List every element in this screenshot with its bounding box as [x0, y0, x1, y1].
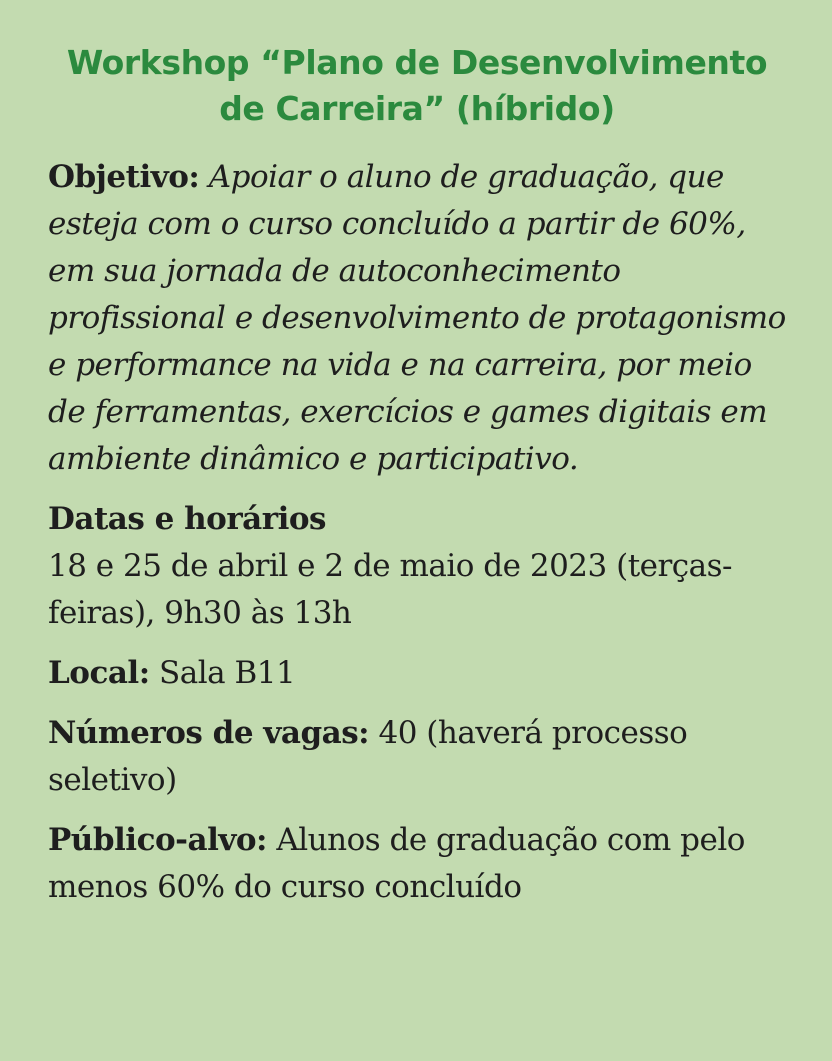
audience-label: Público-alvo: [48, 822, 267, 858]
schedule-label: Datas e horários [48, 501, 327, 537]
schedule-section [48, 496, 786, 637]
vacancies-label: Números de vagas: [48, 715, 370, 751]
audience-text: Alunos de graduação com pelo menos 60% do curso concluído [48, 822, 745, 905]
audience-section [48, 817, 786, 911]
objective-section [48, 154, 786, 483]
schedule-text: 18 e 25 de abril e 2 de maio de 2023 (terças-feiras), 9h30 às 13h [48, 548, 733, 631]
objective-label: Objetivo: [48, 159, 200, 195]
location-text: Sala B11 [159, 655, 296, 691]
workshop-title: Workshop “Plano de Desenvolvimento de Carreira” (híbrido) [66, 43, 768, 128]
objective-text: Apoiar o aluno de graduação, que esteja com o curso concluído a partir de 60%, em sua jornada de autoconhecimento profissional e desenvolvimento de protagonismo e performance na vida e na carreira, por meio de ferramentas, exercícios e games digitais em ambiente dinâmico e participativo. [48, 159, 786, 477]
vacancies-text: 40 (haverá processo seletivo) [48, 715, 688, 798]
location-section [48, 650, 786, 697]
vacancies-section [48, 710, 786, 804]
location-label: Local: [48, 655, 150, 691]
